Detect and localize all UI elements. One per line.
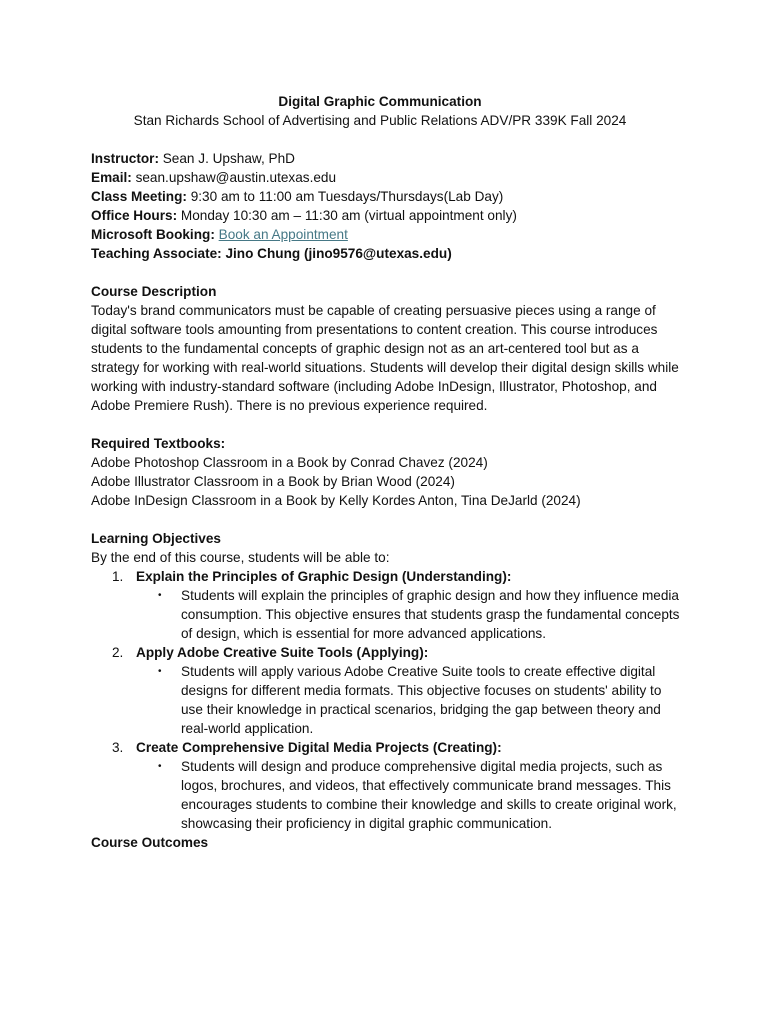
spacer	[91, 130, 691, 149]
class-meeting-line	[91, 187, 691, 206]
objective-bullet	[136, 586, 681, 643]
spacer	[91, 510, 691, 529]
bullet-icon: •	[158, 761, 162, 772]
instructor-value: Sean J. Upshaw, PhD	[158, 151, 295, 166]
bullet-icon: •	[158, 590, 162, 601]
bullet-icon: •	[158, 666, 162, 677]
objective-bullets	[136, 757, 691, 833]
spacer	[91, 415, 691, 434]
email-line	[91, 168, 691, 187]
objective-bullet	[136, 757, 681, 833]
textbook-item: Adobe InDesign Classroom in a Book by Kelly Kordes Anton, Tina DeJarld (2024)	[91, 493, 581, 508]
objective-bullet-text: Students will design and produce comprehensive digital media projects, such as logos, brochures, and videos, that effectively communicate brand messages. This encourages students to combine their knowledge and skills to create original work, showcasing their proficiency in digital graphic communication.	[181, 759, 677, 831]
objective-item	[91, 738, 691, 833]
booking-line	[91, 225, 691, 244]
textbook-item: Adobe Illustrator Classroom in a Book by Brian Wood (2024)	[91, 474, 455, 489]
learning-objectives-heading: Learning Objectives	[91, 531, 221, 546]
course-description-body: Today's brand communicators must be capable of creating persuasive pieces using a range of digital software tools amounting from presentations to content creation. This course introduces students to the fundamental concepts of graphic design not as an art-centered tool but as a strategy for working with real-world situations. Students will develop their digital design skills while working with industry-standard software (including Adobe InDesign, Illustrator, Photoshop, and Adobe Premiere Rush). There is no previous experience required.	[91, 303, 679, 413]
objective-bullet-text: Students will explain the principles of graphic design and how they influence media consumption. This objective ensures that students grasp the fundamental concepts of design, which is essential for more advanced applications.	[181, 588, 680, 641]
email-label: Email:	[91, 170, 132, 185]
class-meeting-label: Class Meeting:	[91, 189, 187, 204]
course-description-heading: Course Description	[91, 284, 217, 299]
book-appointment-link[interactable]: Book an Appointment	[218, 227, 348, 242]
objective-item	[91, 643, 691, 738]
objective-number: 3.	[112, 740, 124, 755]
objective-bullet	[136, 662, 681, 738]
objective-number: 2.	[112, 645, 124, 660]
course-outcomes-heading: Course Outcomes	[91, 835, 209, 850]
objective-title: Create Comprehensive Digital Media Projects (Creating):	[136, 740, 502, 755]
spacer	[91, 263, 691, 282]
objective-title: Explain the Principles of Graphic Design (Understanding):	[136, 569, 512, 584]
objective-item	[91, 567, 691, 643]
objective-bullets	[136, 586, 691, 643]
objective-number: 1.	[112, 569, 124, 584]
syllabus-page	[91, 92, 691, 852]
learning-objectives-intro: By the end of this course, students will be able to:	[91, 550, 390, 565]
booking-label: Microsoft Booking:	[91, 227, 215, 242]
office-hours-line	[91, 206, 691, 225]
document-title: Digital Graphic Communication	[278, 94, 482, 109]
textbooks-heading: Required Textbooks:	[91, 436, 226, 451]
document-subtitle: Stan Richards School of Advertising and Public Relations ADV/PR 339K Fall 2024	[133, 113, 627, 128]
teaching-associate-line: Teaching Associate: Jino Chung (jino9576@utexas.edu)	[91, 246, 452, 261]
objective-title: Apply Adobe Creative Suite Tools (Applying):	[136, 645, 429, 660]
office-hours-label: Office Hours:	[91, 208, 178, 223]
objectives-list	[91, 567, 691, 833]
email-value: sean.upshaw@austin.utexas.edu	[131, 170, 337, 185]
objective-bullet-text: Students will apply various Adobe Creative Suite tools to create effective digital designs for different media formats. This objective focuses on students' ability to use their knowledge in practical scenarios, bridging the gap between theory and real-world application.	[181, 664, 662, 736]
objective-bullets	[136, 662, 691, 738]
office-hours-value: Monday 10:30 am – 11:30 am (virtual appointment only)	[177, 208, 517, 223]
instructor-line	[91, 149, 691, 168]
class-meeting-value: 9:30 am to 11:00 am Tuesdays/Thursdays(Lab Day)	[186, 189, 504, 204]
instructor-label: Instructor:	[91, 151, 159, 166]
textbook-item: Adobe Photoshop Classroom in a Book by Conrad Chavez (2024)	[91, 455, 488, 470]
